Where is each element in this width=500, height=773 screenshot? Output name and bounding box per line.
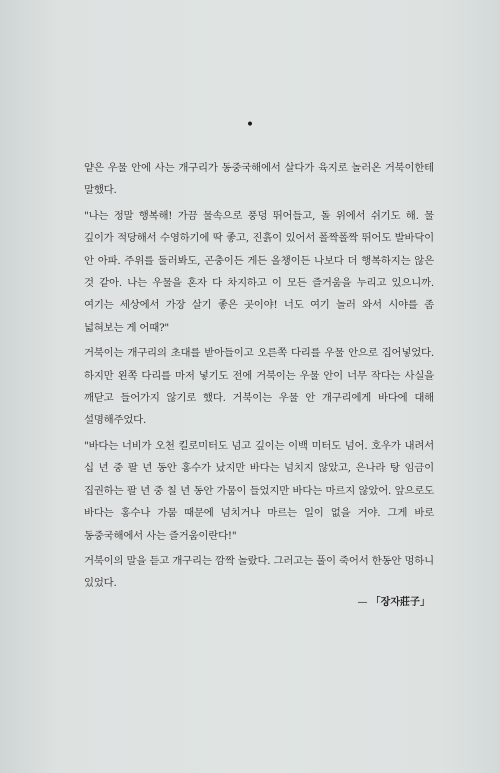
paragraph-frog-quote: "나는 정말 행복해! 가끔 물속으로 풍덩 뛰어들고, 돌 위에서 쉬기도 해. 물 깊이가 적당해서 수영하기에 딱 좋고, 진흙이 있어서 폴짝폴짝 뛰어도 발바닥이 안 아파. 주위를 둘러봐도, 곤충이든 게든 올챙이든 나보다 더 행복하지는 않은 것 같아. 나는 우물을 혼자 다 차지하고 이 모든 즐거움을 누리고 있으니까. 여기는 세상에서 가장 살기 좋은 곳이야! 너도 여기 놀러 와서 시야를 좀 넓혀보는 게 어때?" [84,209,434,334]
source-dash: — [357,597,368,608]
paragraph-intro: 얕은 우물 안에 사는 개구리가 동중국해에서 살다가 육지로 놀러온 거북이한테 말했다. [84,162,434,197]
ornament-bullet: • [245,117,255,133]
paragraph-ending: 거북이의 말을 듣고 개구리는 깜짝 놀랐다. 그러고는 풀이 죽어서 한동안 멍하니 있었다. [84,554,434,590]
paragraph-turtle-response: 거북이는 개구리의 초대를 받아들이고 오른쪽 다리를 우물 안으로 집어넣었다. 하지만 왼쪽 다리를 마저 넣기도 전에 거북이는 우물 안이 너무 작다는 사실을 깨닫고 들어가지 않기로 했다. 거북이는 우물 안 개구리에게 바다에 대해 설명해주었다. [84,347,434,427]
story-text [84,157,434,598]
source-attribution [357,596,430,610]
source-name: 「장자莊子」 [370,597,430,608]
paragraph-turtle-quote: "바다는 너비가 오천 킬로미터도 넘고 깊이는 이백 미터도 넘어. 호우가 내려서 십 년 중 팔 년 동안 홍수가 났지만 바다는 넘치지 않았고, 은나라 탕 임금이 집권하는 팔 년 중 칠 년 동안 가뭄이 들었지만 바다는 마르지 않았어. 앞으로도 바다는 홍수나 가뭄 때문에 넘치거나 마르는 일이 없을 거야. 그게 바로 동중국해에서 사는 즐거움이란다!" [84,439,434,542]
